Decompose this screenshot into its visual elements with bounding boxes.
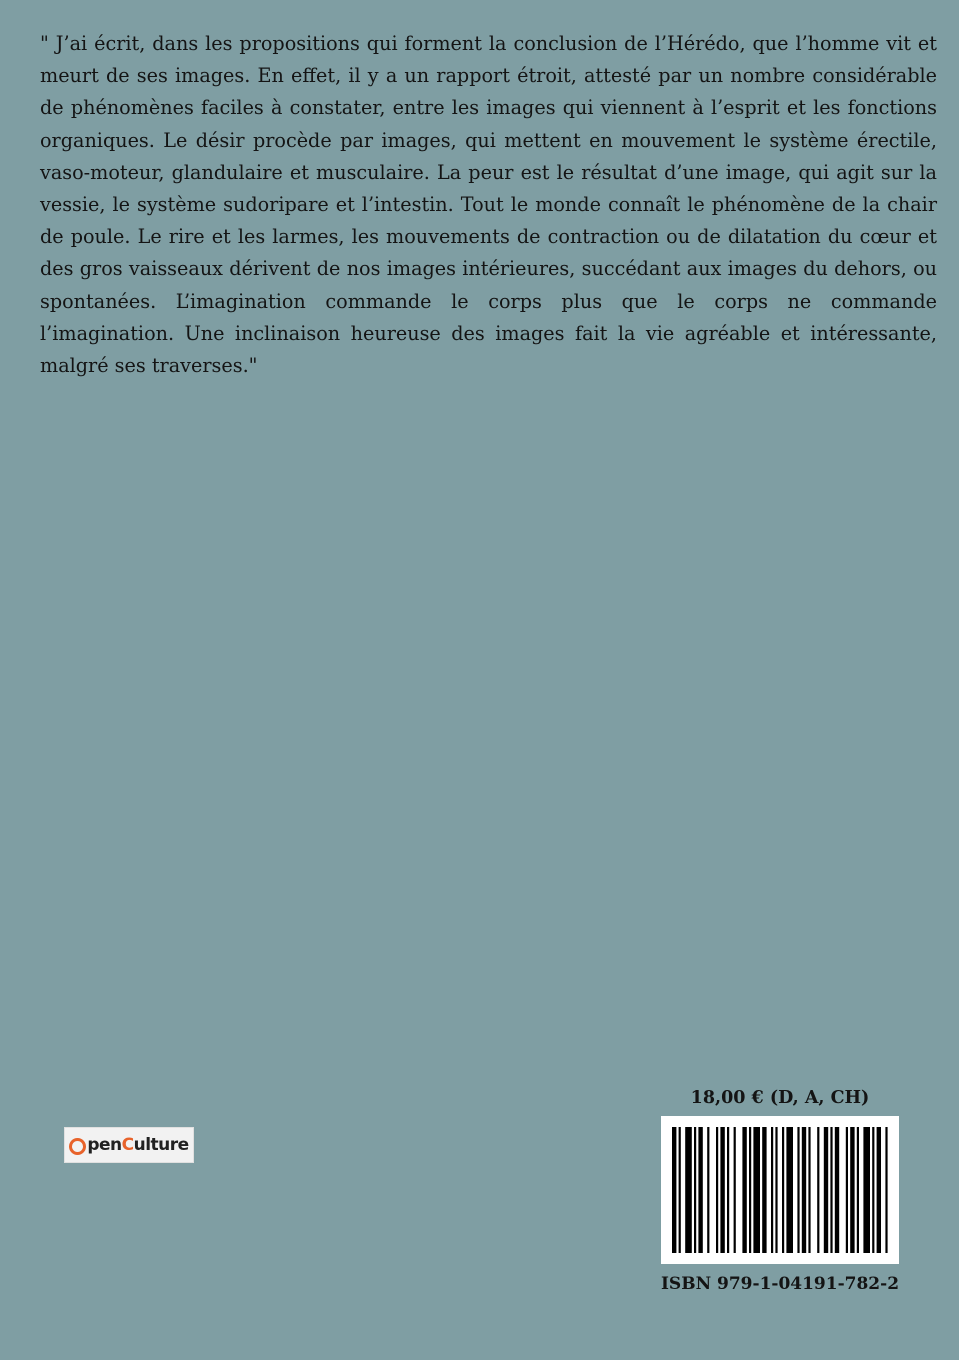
barcode (661, 1116, 899, 1264)
barcode-bar (685, 1127, 692, 1253)
barcode-bar (771, 1127, 773, 1253)
barcode-bar (716, 1127, 718, 1253)
barcode-bar (727, 1127, 729, 1253)
barcode-bar (846, 1127, 848, 1253)
barcode-bar (850, 1127, 854, 1253)
openculture-logo (65, 1128, 193, 1162)
barcode-bar (817, 1127, 819, 1253)
back-cover-quote: " J’ai écrit, dans les propositions qui forment la conclusion de l’Hérédo, que l’homme vit et meurt de ses images. En effet, il y a un rapport étroit, attesté par un nombre considérable de phénomènes faciles à constater, entre les images qui viennent à l’esprit et les fonctions organiques. Le désir procède par images, qui mettent en mouvement le système érectile, vaso-moteur, glandulaire et musculaire. La peur est le résultat d’une image, qui agit sur la vessie, le système sudoripare et l’intestin. Tout le monde connaît le phénomène de la chair de poule. Le rire et les larmes, les mouvements de contraction ou de dilatation du cœur et des gros vaisseaux dérivent de nos images intérieures, succédant aux images du dehors, ou spontanées. L’imagination commande le corps plus que le corps ne commande l’imagination. Une inclinaison heureuse des images fait la vie agréable et intéressante, malgré ses traverses." (40, 32, 937, 378)
isbn-label: ISBN 979-1-04191-782-2 (660, 1274, 900, 1294)
barcode-bar (672, 1127, 676, 1253)
barcode-bar (734, 1127, 736, 1253)
price-label: 18,00 € (D, A, CH) (690, 1088, 870, 1108)
logo-o-ring-icon (69, 1138, 86, 1155)
barcode-bar (857, 1127, 859, 1253)
barcode-bar (802, 1127, 806, 1253)
logo-text-pen: pen (87, 1135, 122, 1155)
barcode-bar (775, 1127, 777, 1253)
barcode-bar (830, 1127, 832, 1253)
barcode-bar (698, 1127, 702, 1253)
barcode-bar (835, 1127, 839, 1253)
barcode-bar (753, 1127, 760, 1253)
barcode-bar (885, 1127, 887, 1253)
barcode-bar (786, 1127, 793, 1253)
barcode-bar (782, 1127, 784, 1253)
barcode-bar (762, 1127, 766, 1253)
barcode-bar (749, 1127, 751, 1253)
barcode-bar (694, 1127, 696, 1253)
logo-text-c: C (121, 1135, 134, 1155)
barcode-bar (872, 1127, 874, 1253)
barcode-bar (877, 1127, 881, 1253)
barcode-bar (808, 1127, 810, 1253)
barcode-bar (863, 1127, 870, 1253)
barcode-bar (797, 1127, 799, 1253)
barcode-bar (824, 1127, 828, 1253)
barcode-bar (707, 1127, 709, 1253)
barcode-bar (679, 1127, 681, 1253)
barcode-bar (742, 1127, 746, 1253)
barcode-bar (720, 1127, 724, 1253)
logo-text-ulture: ulture (133, 1135, 189, 1155)
barcode-bars-icon (672, 1127, 888, 1253)
